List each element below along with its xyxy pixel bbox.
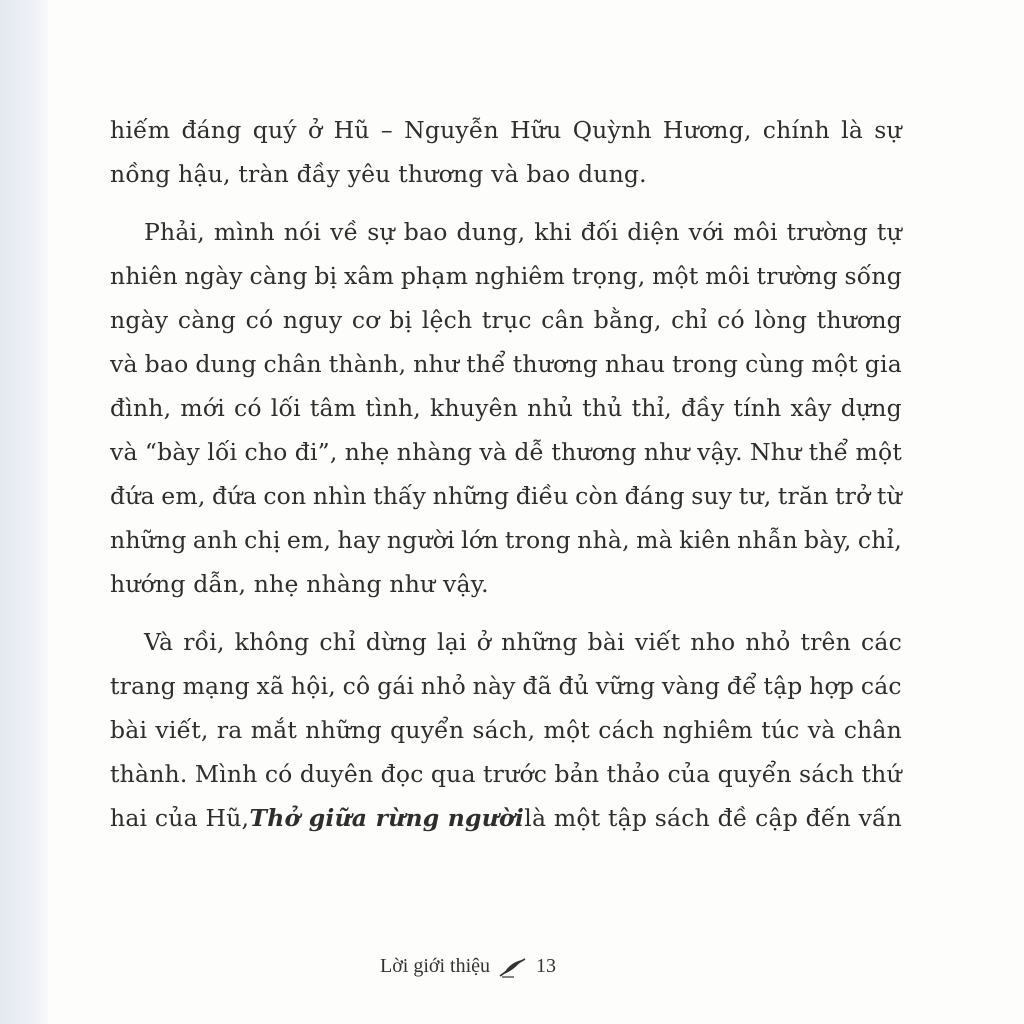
word: trang <box>110 672 176 700</box>
word: trường <box>786 218 868 246</box>
word: thương <box>551 438 637 466</box>
word: thỉ, <box>631 394 672 422</box>
word: diện <box>627 218 680 246</box>
text-line: hướng dẫn, nhẹ nhàng như vậy. <box>110 570 489 598</box>
word: mà <box>636 526 673 554</box>
word: trăn <box>777 482 829 510</box>
leaf-ornament-icon <box>498 956 528 978</box>
word: đủ <box>558 672 590 700</box>
body-text <box>110 108 902 854</box>
word: chính <box>762 116 830 144</box>
word: nhà, <box>577 526 630 554</box>
word: Hũ <box>333 116 370 144</box>
text-line <box>110 664 902 708</box>
word: cân <box>541 306 585 334</box>
word: đình, <box>110 394 172 422</box>
word: trong <box>504 526 571 554</box>
word: với <box>688 218 725 246</box>
word: điều <box>515 482 569 510</box>
word: càng <box>177 306 237 334</box>
word: nhỏ <box>745 628 791 656</box>
word: sách, <box>472 716 536 744</box>
word: sự <box>874 116 902 144</box>
text-line <box>110 254 902 298</box>
word: đứa <box>212 482 257 510</box>
word: mới <box>180 394 225 422</box>
word: bản <box>554 760 600 788</box>
word: kiên <box>679 526 731 554</box>
word: sách <box>799 760 855 788</box>
word: nguy <box>282 306 343 334</box>
text-segment: hai của Hũ, <box>110 804 250 832</box>
word: và <box>110 350 138 378</box>
word: Nguyễn <box>404 116 499 144</box>
word: suy <box>691 482 733 510</box>
word: có <box>264 760 293 788</box>
word: mình <box>213 218 275 246</box>
word: chân <box>263 350 322 378</box>
text-line <box>110 298 902 342</box>
word: rồi, <box>183 628 225 656</box>
word: xã <box>256 672 285 700</box>
word: vững <box>595 672 656 700</box>
word: các <box>861 628 902 656</box>
word: cơ <box>351 306 380 334</box>
word: dừng <box>365 628 427 656</box>
word: những <box>305 716 382 744</box>
word: nhẫn <box>737 526 798 554</box>
word: hiếm <box>110 116 171 144</box>
word: Mình <box>194 760 258 788</box>
word: bị <box>314 262 338 290</box>
word: dựng <box>840 394 902 422</box>
text-line: nồng hậu, tràn đầy yêu thương và bao dung. <box>110 160 647 188</box>
word: đầy <box>681 394 725 422</box>
word: và <box>807 716 836 744</box>
word: này <box>472 672 516 700</box>
word: bao <box>144 350 189 378</box>
word: thấy <box>373 482 427 510</box>
word: thủ <box>582 394 623 422</box>
word: đứa <box>110 482 155 510</box>
text-line <box>110 708 902 752</box>
text-line <box>110 474 902 518</box>
word: đối <box>580 218 619 246</box>
word: thương <box>512 350 599 378</box>
word: vậy. <box>697 438 743 466</box>
word: những <box>110 526 187 554</box>
word: phạm <box>400 262 469 290</box>
word: ra <box>216 716 243 744</box>
word: khi <box>534 218 572 246</box>
word: ngày <box>110 306 169 334</box>
word: tình, <box>365 394 421 422</box>
word: như <box>413 350 460 378</box>
page-number: 13 <box>536 955 557 977</box>
word: vàng <box>661 672 721 700</box>
word: trước <box>483 760 548 788</box>
word: lối <box>207 438 238 466</box>
word: lại <box>437 628 467 656</box>
word: người <box>386 526 455 554</box>
word: môi <box>705 262 750 290</box>
word: Hữu <box>510 116 562 144</box>
word: của <box>667 760 711 788</box>
word: về <box>330 218 359 246</box>
word: viết, <box>155 716 209 744</box>
word: trên <box>800 628 851 656</box>
word: thảo <box>606 760 661 788</box>
word: – <box>380 116 393 144</box>
word: gia <box>864 350 902 378</box>
word: bao <box>403 218 448 246</box>
word: để <box>726 672 757 700</box>
word: có <box>717 306 745 334</box>
word: đọc <box>380 760 424 788</box>
word: lối <box>270 394 301 422</box>
word: tính <box>733 394 782 422</box>
word: hội, <box>290 672 336 700</box>
word: một <box>811 350 858 378</box>
word: duyên <box>299 760 374 788</box>
text-line <box>110 518 902 562</box>
word: Quỳnh <box>572 116 652 144</box>
paragraph-2 <box>110 210 902 606</box>
word: nhiên <box>110 262 178 290</box>
word: “bày <box>144 438 201 466</box>
word: cho <box>244 438 288 466</box>
section-label: Lời giới thiệu <box>380 955 491 977</box>
word: quyển <box>717 760 792 788</box>
word: trục <box>481 306 532 334</box>
word: đáng <box>181 116 242 144</box>
word: sống <box>844 262 902 290</box>
word: môi <box>733 218 778 246</box>
word: từ <box>876 482 902 510</box>
word: cách <box>598 716 655 744</box>
word: hợp <box>809 672 855 700</box>
word: không <box>234 628 310 656</box>
word: Hương, <box>662 116 752 144</box>
word: đã <box>522 672 552 700</box>
word: thứ <box>861 760 902 788</box>
word: bằng, <box>593 306 662 334</box>
word: dung, <box>456 218 526 246</box>
word: chị <box>244 526 281 554</box>
word: bài <box>110 716 148 744</box>
word: những <box>432 482 510 510</box>
word: xâm <box>343 262 395 290</box>
word: chỉ <box>671 306 708 334</box>
word: Phải, <box>144 218 205 246</box>
word: thành, <box>328 350 407 378</box>
word: nghiêm <box>662 716 753 744</box>
text-line-with-title <box>110 796 902 840</box>
word: thể <box>466 350 506 378</box>
word: anh <box>192 526 238 554</box>
word: xây <box>790 394 832 422</box>
word: tư, <box>738 482 772 510</box>
word: dung <box>195 350 257 378</box>
word: tự <box>876 218 902 246</box>
word: và <box>110 438 138 466</box>
word: mạng <box>182 672 250 700</box>
word: dễ <box>514 438 545 466</box>
word: lệch <box>421 306 473 334</box>
word: có <box>234 394 262 422</box>
text-line <box>110 108 902 152</box>
word: một <box>543 716 590 744</box>
word: nhỏ <box>420 672 466 700</box>
word: trở <box>835 482 871 510</box>
word: bày, <box>804 526 852 554</box>
text-line <box>110 430 902 474</box>
word: và <box>479 438 508 466</box>
text-line <box>110 752 902 796</box>
word: chỉ, <box>857 526 902 554</box>
word: viết <box>634 628 681 656</box>
word: cùng <box>745 350 805 378</box>
word: nhau <box>604 350 666 378</box>
word: nhẹ <box>344 438 390 466</box>
word: ở <box>308 116 323 144</box>
page-footer <box>380 955 556 978</box>
word: càng <box>249 262 308 290</box>
word: nhìn <box>312 482 367 510</box>
word: chỉ <box>319 628 356 656</box>
word: thành. <box>110 760 188 788</box>
word: quý <box>252 116 297 144</box>
text-line <box>110 342 902 386</box>
word: hay <box>337 526 381 554</box>
word: túc <box>761 716 800 744</box>
text-line <box>110 620 902 664</box>
word: khuyên <box>430 394 519 422</box>
text-line <box>110 210 902 254</box>
word: lớn <box>461 526 499 554</box>
word: sự <box>367 218 395 246</box>
spine-shadow <box>0 0 48 1024</box>
word: một <box>652 262 699 290</box>
word: bị <box>389 306 413 334</box>
word: bài <box>587 628 625 656</box>
word: em, <box>286 526 332 554</box>
word: ở <box>476 628 492 656</box>
word: một <box>855 438 902 466</box>
word: em, <box>161 482 206 510</box>
paragraph-3 <box>110 620 902 840</box>
word: tâm <box>309 394 357 422</box>
word: thể <box>808 438 849 466</box>
word: lòng <box>754 306 808 334</box>
word: đáng <box>624 482 685 510</box>
word: nghiêm <box>474 262 566 290</box>
word: trường <box>756 262 838 290</box>
word: nhủ <box>527 394 574 422</box>
word: là <box>841 116 864 144</box>
paragraph-1 <box>110 108 902 196</box>
word: ngày <box>184 262 243 290</box>
word: trong <box>672 350 739 378</box>
word: nhàng <box>396 438 473 466</box>
word: các <box>860 672 902 700</box>
word: cô <box>342 672 371 700</box>
word: Và <box>144 628 174 656</box>
book-title: Thở giữa rừng người <box>249 804 524 832</box>
text-line <box>110 386 902 430</box>
word: con <box>263 482 307 510</box>
word: còn <box>575 482 619 510</box>
word: đi”, <box>294 438 338 466</box>
word: chân <box>843 716 902 744</box>
word: như <box>643 438 690 466</box>
word: có <box>245 306 274 334</box>
word: gái <box>377 672 415 700</box>
word: tập <box>763 672 803 700</box>
word: mắt <box>250 716 298 744</box>
word: thương <box>816 306 902 334</box>
word: nho <box>690 628 736 656</box>
word: Như <box>750 438 802 466</box>
word: trọng, <box>571 262 646 290</box>
word: nói <box>283 218 322 246</box>
word: những <box>501 628 578 656</box>
word: quyển <box>390 716 465 744</box>
word: qua <box>430 760 476 788</box>
text-segment: là một tập sách đề cập đến vấn <box>524 804 902 832</box>
